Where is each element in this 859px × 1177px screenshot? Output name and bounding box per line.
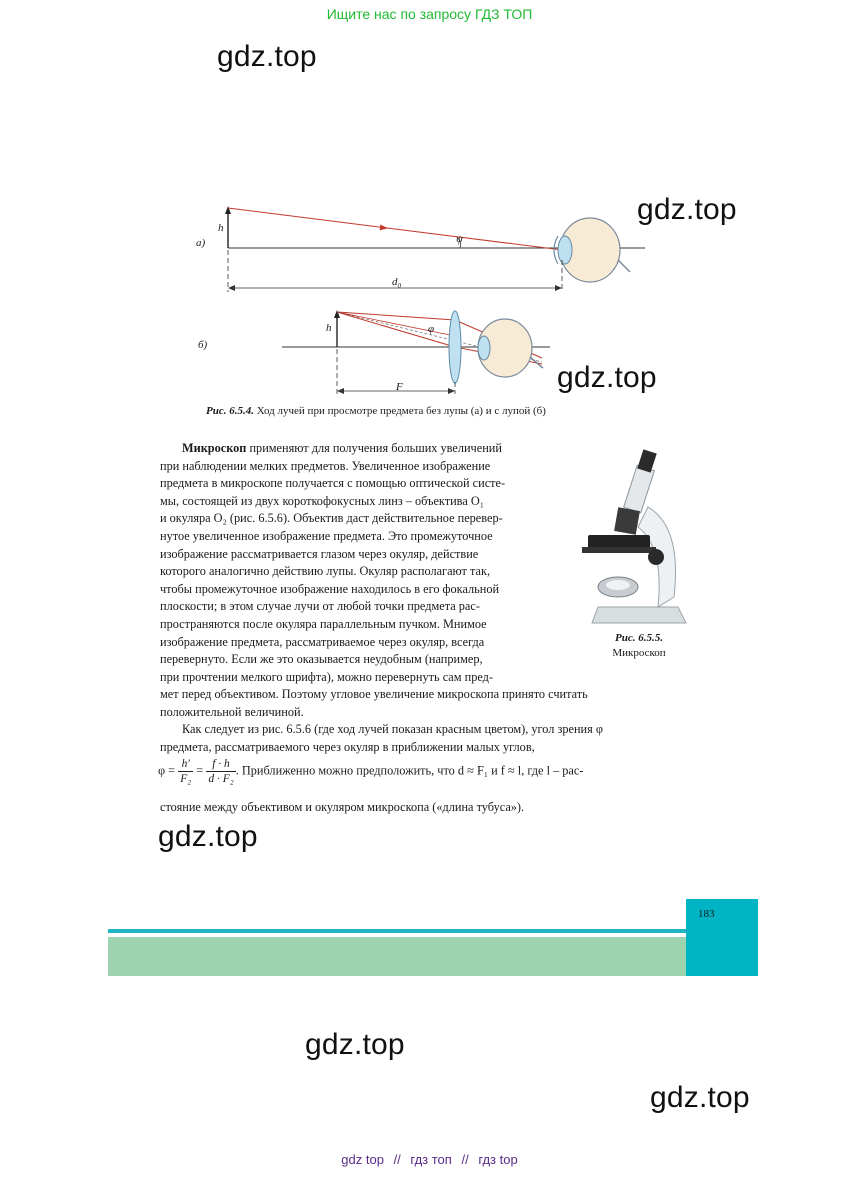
watermark: gdz.top xyxy=(305,1028,405,1061)
figure-caption-654: Рис. 6.5.4. Ход лучей при просмотре предмета без лупы (а) и с лупой (б) xyxy=(206,405,546,417)
microscope-caption: Рис. 6.5.5. Микроскоп xyxy=(612,632,666,659)
figure-eye-without-magnifier xyxy=(190,200,650,300)
text-line: предмета, рассматриваемого через окуляр в приближении малых углов, xyxy=(160,739,535,754)
height-label-a: h xyxy=(218,222,224,234)
text-line: Как следует из рис. 6.5.6 (где ход лучей показан красным цветом), угол зрения φ xyxy=(182,722,603,737)
footer-link[interactable]: gdz top xyxy=(341,1152,384,1167)
page-number-block xyxy=(686,899,758,976)
formula-phi: φ = xyxy=(158,763,176,778)
text-line: положительной величиной. xyxy=(160,704,304,719)
page-band xyxy=(108,937,686,976)
formula-line xyxy=(158,757,688,786)
watermark: gdz.top xyxy=(557,361,657,394)
fraction-h-over-F2: $\frac{h'}{\text{F₂}}$ xyxy=(180,758,192,785)
text-line: пространяются после окуляра параллельным пучком. Мнимое xyxy=(160,616,487,631)
top-banner: Ищите нас по запросу ГДЗ ТОП xyxy=(326,6,533,22)
text-line: перевернуто. Если же это оказывается неудобным (например, xyxy=(160,652,483,667)
text-line: изображение предмета, рассматриваемое через окуляр, всегда xyxy=(160,634,485,649)
text-line: Микроскоп применяют для получения больших увеличений xyxy=(182,441,502,455)
footer-link[interactable]: гдз top xyxy=(478,1152,518,1167)
page-number: 183 xyxy=(698,908,715,920)
text-line: плоскости; в этом случае лучи от любой точки предмета рас- xyxy=(160,599,480,614)
footer-links xyxy=(0,1152,859,1167)
text-line: и окуляра O₂ (рис. 6.5.6). Объектив даст действительное перевер- xyxy=(160,511,503,526)
fraction-fh-over-dF2: $\frac{f \cdot h}{\text{d · F₂}}$ xyxy=(208,758,234,785)
formula-tail: . Приближенно можно предположить, что d ≈ F₁ и f ≈ l, где l – рас- xyxy=(235,763,584,778)
text-line: при прочтении мелкого шрифта), можно перевернуть сам пред- xyxy=(160,669,493,684)
text-line: предмета в микроскопе получается с помощью оптической систе- xyxy=(160,476,506,491)
figure-eye-with-magnifier xyxy=(280,302,560,400)
paragraph-continuation xyxy=(160,686,687,756)
formula-equals: = xyxy=(196,763,204,778)
text-line: которого аналогично действию лупы. Окуляр располагают так, xyxy=(160,564,491,579)
paragraph-microscope xyxy=(160,440,567,686)
microscope-image xyxy=(578,447,690,629)
watermark: gdz.top xyxy=(650,1081,750,1114)
footer-separator: // xyxy=(393,1152,401,1167)
focal-length-label: F xyxy=(396,381,403,393)
watermark: gdz.top xyxy=(217,40,317,73)
page-stripe xyxy=(108,929,686,933)
watermark: gdz.top xyxy=(158,820,258,853)
text-line-last: стояние между объективом и окуляром микроскопа («длина тубуса»). xyxy=(160,800,525,814)
psi-label: ψ xyxy=(456,233,463,245)
text-line: изображение рассматривается глазом через окуляр, действие xyxy=(160,546,479,561)
d0-label: $d_0$ xyxy=(392,276,401,291)
height-label-b: h xyxy=(326,322,332,334)
phi-label: φ xyxy=(428,323,435,335)
footer-link[interactable]: гдз топ xyxy=(410,1152,452,1167)
figure-label-a: а) xyxy=(196,237,206,249)
text-line: мы, состоящей из двух короткофокусных линз – объектива O₁ xyxy=(160,493,485,508)
watermark: gdz.top xyxy=(637,193,737,226)
text-line: нутое увеличенное изображение предмета. Это промежуточное xyxy=(160,528,493,543)
text-line: мет перед объективом. Поэтому угловое увеличение микроскопа принято считать xyxy=(160,687,588,701)
text-line: при наблюдении мелких предметов. Увеличенное изображение xyxy=(160,458,491,473)
text-line: чтобы промежуточное изображение находилось в его фокальной xyxy=(160,581,500,596)
figure-label-b: б) xyxy=(198,339,208,351)
footer-separator: // xyxy=(461,1152,469,1167)
